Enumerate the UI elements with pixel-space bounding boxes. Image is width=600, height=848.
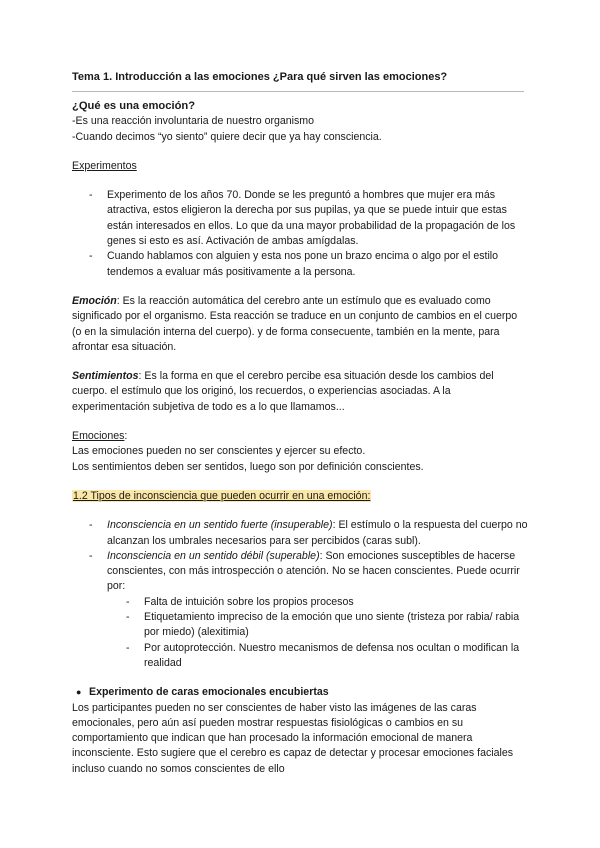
highlighted-heading: 1.2 Tipos de inconsciencia que pueden ocurrir en una emoción:	[73, 489, 371, 502]
caras-paragraph: Los participantes pueden no ser conscientes de haber visto las imágenes de las caras emocionales, pero aún así pueden mostrar respuestas fisiológicas o cambios en su comportamiento que indican que han procesado la información emocional de manera inconsciente. Esto sugiere que el cerebro es capaz de detectar y procesar emociones faciales incluso cuando no somos conscientes de ello	[72, 701, 514, 775]
cause-3-text: Por autoprotección. Nuestro mecanismos de defensa nos ocultan o modifican la realidad	[144, 641, 520, 669]
dash-marker: -	[126, 595, 130, 608]
inconsciencia-fuerte-text: : El estímulo o la respuesta del cuerpo no alcanzan los umbrales necesarios para ser percibidos (caras subl).	[107, 519, 528, 547]
dash-marker: -	[89, 549, 93, 562]
dash-marker: -	[89, 519, 93, 532]
list-item	[72, 549, 528, 671]
experiments-heading: Experimentos	[72, 159, 137, 172]
definition-line-2: -Cuando decimos “yo siento” quiere decir que ya hay consciencia.	[72, 130, 382, 143]
emociones-heading-colon: :	[124, 430, 128, 443]
bullet-marker: ●	[76, 687, 82, 698]
cause-1-text: Falta de intuición sobre los propios procesos	[144, 595, 354, 608]
section-1-2-heading	[72, 489, 528, 504]
caras-heading-text: Experimento de caras emocionales encubiertas	[89, 686, 329, 699]
emociones-heading-text: Emociones	[72, 430, 125, 443]
emocion-term: Emoción	[72, 294, 117, 307]
list-item	[72, 641, 528, 672]
list-item	[72, 610, 528, 641]
experiments-list	[72, 188, 528, 280]
dash-marker: -	[126, 641, 130, 654]
sentimientos-paragraph	[72, 369, 528, 415]
sentimientos-term: Sentimientos	[72, 370, 139, 383]
experiment-1-text: Experimento de los años 70. Donde se les preguntó a hombres que mujer era más atractiva, estos eligieron la derecha por sus pupilas, ya que se puede intuir que estas están interesados en ellos. Lo que da una mayor probabilidad de la propagación de los genes si esto es así. Activación de ambas amígdalas.	[107, 189, 516, 248]
emociones-line-1: Las emociones pueden no ser conscientes y ejercer su efecto.	[72, 445, 366, 458]
emociones-line-2: Los sentimientos deben ser sentidos, luego son por definición conscientes.	[72, 460, 424, 473]
inconsciencia-debil-term: Inconsciencia en un sentido débil (superable)	[107, 549, 320, 562]
cause-2-text: Etiquetamiento impreciso de la emoción que uno siente (tristeza por rabia/ rabia por miedo) (alexitimia)	[144, 611, 520, 639]
inconsciencia-debil-text: : Son emociones susceptibles de hacerse conscientes, con más introspección o atención. No se hacen conscientes. Puede ocurrir por:	[107, 549, 520, 593]
inconsciencia-fuerte-term: Inconsciencia en un sentido fuerte (insuperable)	[107, 519, 333, 532]
experiment-2-text: Cuando hablamos con alguien y esta nos pone un brazo encima o algo por el estilo tendemos a evaluar más positivamente a la persona.	[107, 250, 499, 278]
emocion-text: : Es la reacción automática del cerebro ante un estímulo que es evaluado como significado por el organismo. Esta reacción se traduce en un conjunto de cambios en el cuerpo (o en la simulación interna del cuerpo). y de forma consecuente, también en la mente, para afrontar esa situación.	[72, 294, 518, 353]
emocion-paragraph	[72, 294, 528, 355]
question-heading: ¿Qué es una emoción?	[72, 100, 196, 112]
list-item	[72, 249, 528, 280]
dash-marker: -	[89, 189, 93, 202]
sentimientos-text: : Es la forma en que el cerebro percibe esa situación desde los cambios del cuerpo. el estímulo que los originó, los recuerdos, o experiencias asociadas. A la experimentación subjetiva de todo es a lo que llamamos...	[72, 370, 494, 413]
dash-marker: -	[126, 611, 130, 624]
definition-line-1: -Es una reacción involuntaria de nuestro organismo	[72, 115, 315, 128]
list-item	[72, 595, 528, 610]
title-divider	[72, 91, 524, 92]
document-page	[72, 70, 528, 777]
causes-sublist	[107, 595, 528, 671]
emociones-heading	[72, 429, 528, 444]
inconsciencia-list	[72, 518, 528, 671]
list-item	[72, 188, 528, 249]
caras-heading	[72, 685, 528, 700]
dash-marker: -	[89, 250, 93, 263]
document-title: Tema 1. Introducción a las emociones ¿Para qué sirven las emociones?	[72, 71, 448, 83]
list-item	[72, 518, 528, 549]
